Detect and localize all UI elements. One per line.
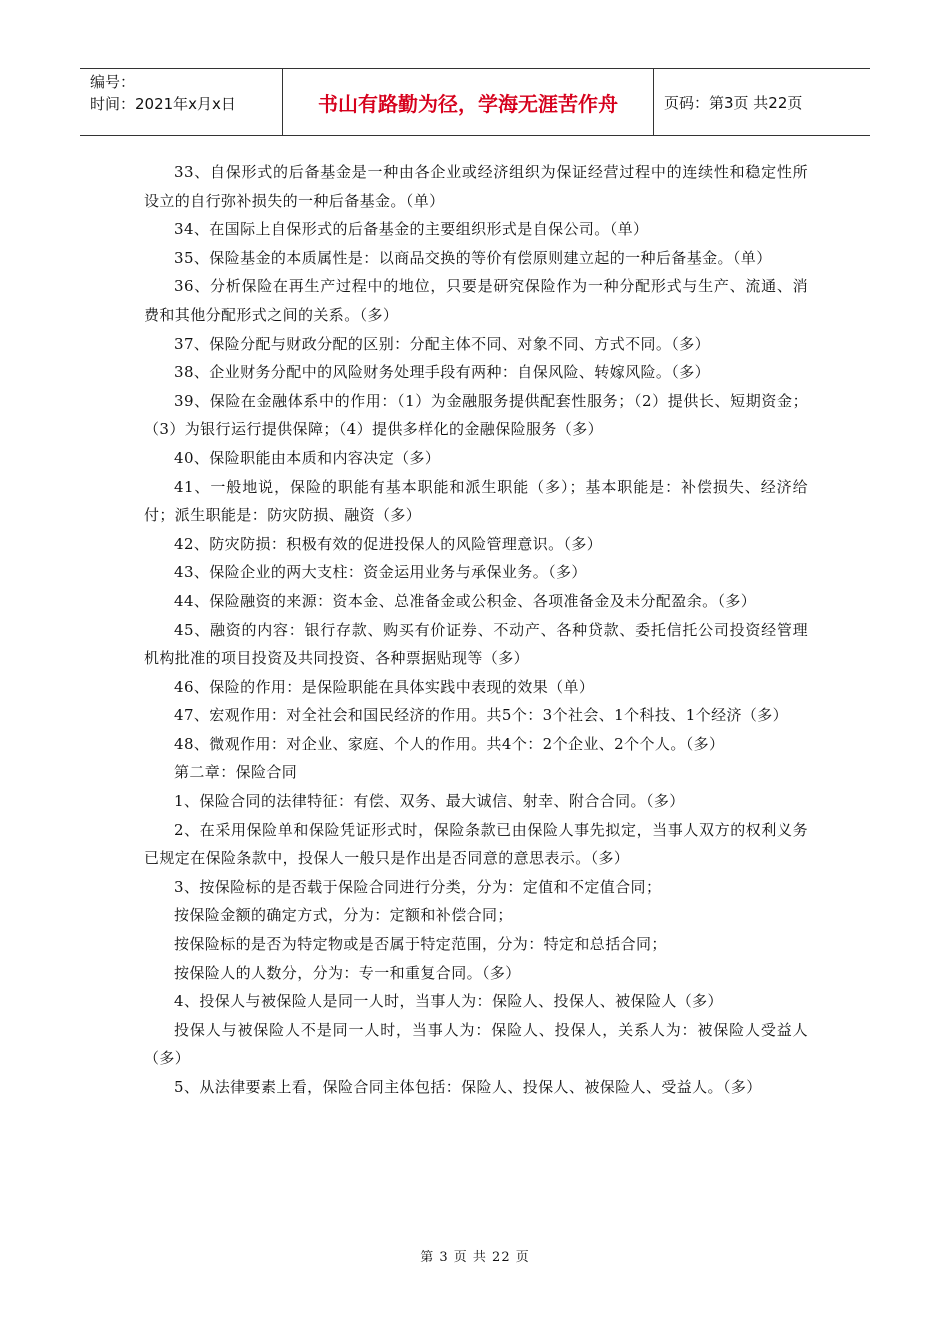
paragraph: 36、分析保险在再生产过程中的地位，只要是研究保险作为一种分配形式与生产、流通、消费和其他分配形式之间的关系。（多） — [144, 277, 808, 324]
paragraph: 2、在采用保险单和保险凭证形式时，保险条款已由保险人事先拟定，当事人双方的权利义务已规定在保险条款中，投保人一般只是作出是否同意的意思表示。（多） — [144, 820, 808, 868]
document-number: 编号： — [90, 73, 136, 91]
paragraph: 按保险标的是否为特定物或是否属于特定范围，分为：特定和总括合同； — [174, 935, 667, 954]
paragraph: 38、企业财务分配中的风险财务处理手段有两种：自保风险、转嫁风险。（多） — [174, 363, 710, 382]
paragraph: 43、保险企业的两大支柱：资金运用业务与承保业务。（多） — [174, 563, 587, 582]
paragraph: 41、一般地说，保险的职能有基本职能和派生职能（多）；基本职能是：补偿损失、经济给付；派生职能是：防灾防损、融资（多） — [144, 477, 808, 525]
paragraph: 37、保险分配与财政分配的区别：分配主体不同、对象不同、方式不同。（多） — [174, 334, 710, 353]
page-header — [80, 68, 870, 136]
paragraph: 按保险金额的确定方式，分为：定额和补偿合同； — [174, 906, 513, 925]
paragraph: 33、自保形式的后备基金是一种由各企业或经济组织为保证经营过程中的连续性和稳定性所设立的自行弥补损失的一种后备基金。（单） — [144, 163, 808, 210]
paragraph: 按保险人的人数分，分为：专一和重复合同。（多） — [174, 963, 521, 982]
document-body — [144, 158, 808, 1102]
paragraph: 4、投保人与被保险人是同一人时，当事人为：保险人、投保人、被保险人（多） — [174, 992, 723, 1011]
paragraph: 46、保险的作用：是保险职能在具体实践中表现的效果（单） — [174, 677, 595, 696]
header-meta — [80, 69, 282, 135]
paragraph: 47、宏观作用：对全社会和国民经济的作用。共5个：3个社会、1个科技、1个经济（多） — [174, 706, 789, 725]
paragraph: 34、在国际上自保形式的后备基金的主要组织形式是自保公司。（单） — [174, 220, 649, 239]
paragraph: 45、融资的内容：银行存款、购买有价证券、不动产、各种贷款、委托信托公司投资经管理机构批准的项目投资及共同投资、各种票据贴现等（多） — [144, 620, 808, 668]
document-date: 时间：2021年x月x日 — [90, 95, 236, 113]
paragraph: 44、保险融资的来源：资本金、总准备金或公积金、各项准备金及未分配盈余。（多） — [174, 591, 757, 610]
header-motto: 书山有路勤为径，学海无涯苦作舟 — [282, 69, 654, 135]
paragraph: 投保人与被保险人不是同一人时，当事人为：保险人、投保人，关系人为：被保险人受益人（多） — [144, 1020, 808, 1068]
page-footer: 第 3 页 共 22 页 — [420, 1250, 530, 1265]
header-page-info: 页码：第3页 共22页 — [664, 93, 803, 112]
paragraph: 5、从法律要素上看，保险合同主体包括：保险人、投保人、被保险人、受益人。（多） — [174, 1078, 762, 1096]
paragraph: 40、保险职能由本质和内容决定（多） — [174, 448, 441, 467]
chapter-heading: 第二章：保险合同 — [174, 763, 298, 782]
paragraph: 1、保险合同的法律特征：有偿、双务、最大诚信、射幸、附合合同。（多） — [174, 792, 685, 811]
paragraph: 35、保险基金的本质属性是：以商品交换的等价有偿原则建立起的一种后备基金。（单） — [174, 248, 772, 267]
paragraph: 48、微观作用：对企业、家庭、个人的作用。共4个：2个企业、2个个人。（多） — [174, 734, 725, 753]
paragraph: 42、防灾防损：积极有效的促进投保人的风险管理意识。（多） — [174, 534, 603, 553]
paragraph: 3、按保险标的是否载于保险合同进行分类，分为：定值和不定值合同； — [174, 877, 662, 896]
paragraph: 39、保险在金融体系中的作用：（1）为金融服务提供配套性服务；（2）提供长、短期资金；（3）为银行运行提供保障；（4）提供多样化的金融保险服务（多） — [144, 391, 808, 439]
